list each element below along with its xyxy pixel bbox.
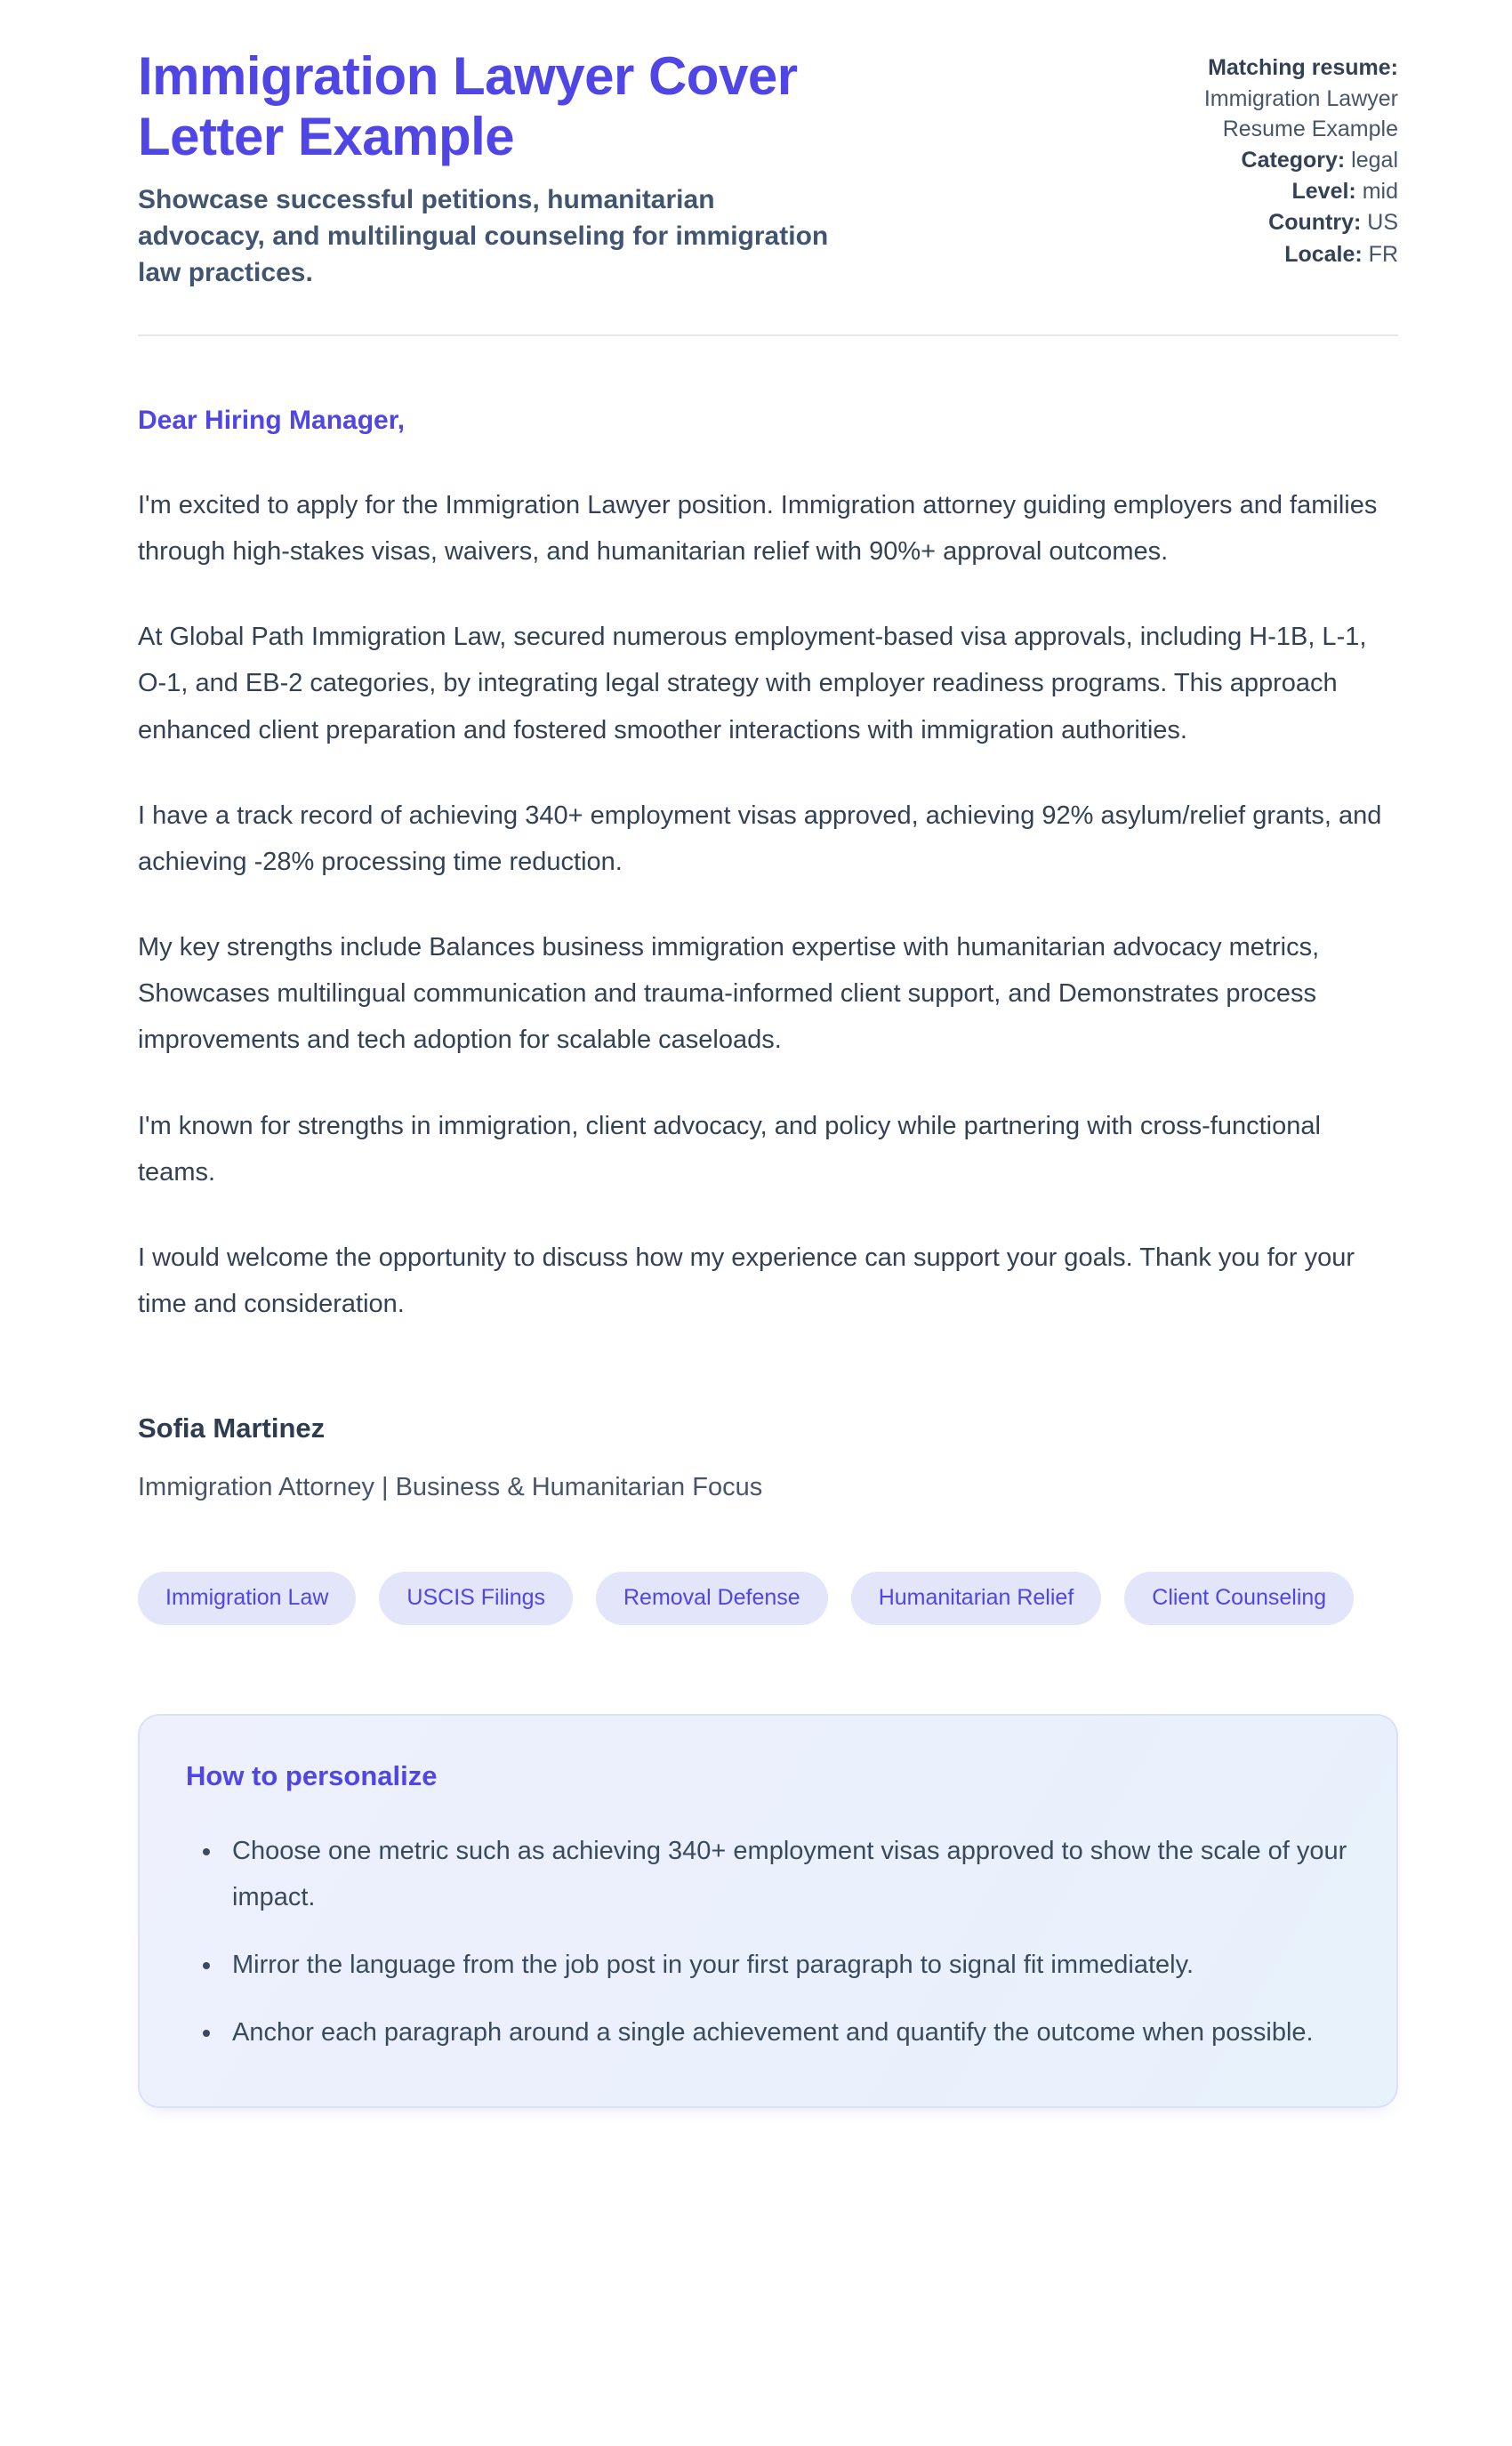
meta-field-locale: Locale: FR bbox=[1284, 241, 1398, 267]
signature-name: Sofia Martinez bbox=[138, 1412, 326, 1444]
cover-letter-body bbox=[138, 406, 1398, 1503]
tag-immigration-law: Immigration Law bbox=[138, 1572, 356, 1625]
personalize-bullet: • Mirror the language from the job post in your first paragraph to signal fit immediately. bbox=[223, 1942, 1350, 1988]
personalize-bullet: • Anchor each paragraph around a single achievement and quantify the outcome when possible. bbox=[223, 2009, 1350, 2056]
meta-field-country: Country: US bbox=[1268, 210, 1398, 236]
page-title: Immigration Lawyer Cover Letter Example bbox=[138, 46, 798, 166]
matching-resume-value: Immigration Lawyer Resume Example bbox=[1203, 86, 1398, 141]
tag-uscis-filings: USCIS Filings bbox=[379, 1572, 573, 1625]
letter-paragraph: My key strengths include Balances business immigration expertise with humanitarian advocacy metrics, Showcases multilingual communication and trauma-informed client support, and Demonstrates process improvements and tech adoption for scalable caseloads. bbox=[138, 933, 1320, 1055]
page-header bbox=[138, 46, 1398, 292]
header-title-block bbox=[138, 46, 840, 292]
letter-paragraph: I would welcome the opportunity to discuss how my experience can support your goals. Thank you for your time and consideration. bbox=[138, 1243, 1355, 1319]
page-subtitle: Showcase successful petitions, humanitarian advocacy, and multilingual counseling for immigration law practices. bbox=[138, 184, 829, 288]
cover-letter-page bbox=[138, 0, 1398, 2108]
meta-field-level: Level: mid bbox=[1291, 179, 1398, 204]
matching-resume-label: Matching resume: bbox=[1208, 55, 1398, 80]
letter-paragraph: I have a track record of achieving 340+ employment visas approved, achieving 92% asylum/relief grants, and achieving -28% processing time reduction. bbox=[138, 801, 1382, 876]
salutation: Dear Hiring Manager, bbox=[138, 405, 406, 435]
personalize-title: How to personalize bbox=[186, 1759, 438, 1791]
letter-paragraph: At Global Path Immigration Law, secured numerous employment-based visa approvals, including H-1B, L-1, O-1, and EB-2 categories, by integrating legal strategy with employer readiness programs. This approach enhanced client preparation and fostered smoother interactions with immigration authorities. bbox=[138, 623, 1367, 744]
keyword-tags bbox=[138, 1572, 1398, 1625]
header-divider bbox=[138, 334, 1398, 336]
personalize-bullet-list bbox=[186, 1828, 1350, 2056]
tag-humanitarian-relief: Humanitarian Relief bbox=[851, 1572, 1102, 1625]
letter-paragraph: I'm excited to apply for the Immigration Lawyer position. Immigration attorney guiding employers and families through high-stakes visas, waivers, and humanitarian relief with 90%+ approval outcomes. bbox=[138, 490, 1378, 566]
letter-paragraph: I'm known for strengths in immigration, client advocacy, and policy while partnering with cross-functional teams. bbox=[138, 1111, 1321, 1187]
tag-removal-defense: Removal Defense bbox=[596, 1572, 828, 1625]
personalize-bullet: • Choose one metric such as achieving 340+ employment visas approved to show the scale of your impact. bbox=[223, 1828, 1350, 1920]
tag-client-counseling: Client Counseling bbox=[1124, 1572, 1354, 1625]
matching-resume-meta bbox=[1176, 52, 1398, 270]
meta-field-category: Category: legal bbox=[1241, 147, 1398, 173]
signature-role: Immigration Attorney | Business & Humanitarian Focus bbox=[138, 1473, 763, 1502]
personalize-tips-card bbox=[138, 1714, 1398, 2108]
